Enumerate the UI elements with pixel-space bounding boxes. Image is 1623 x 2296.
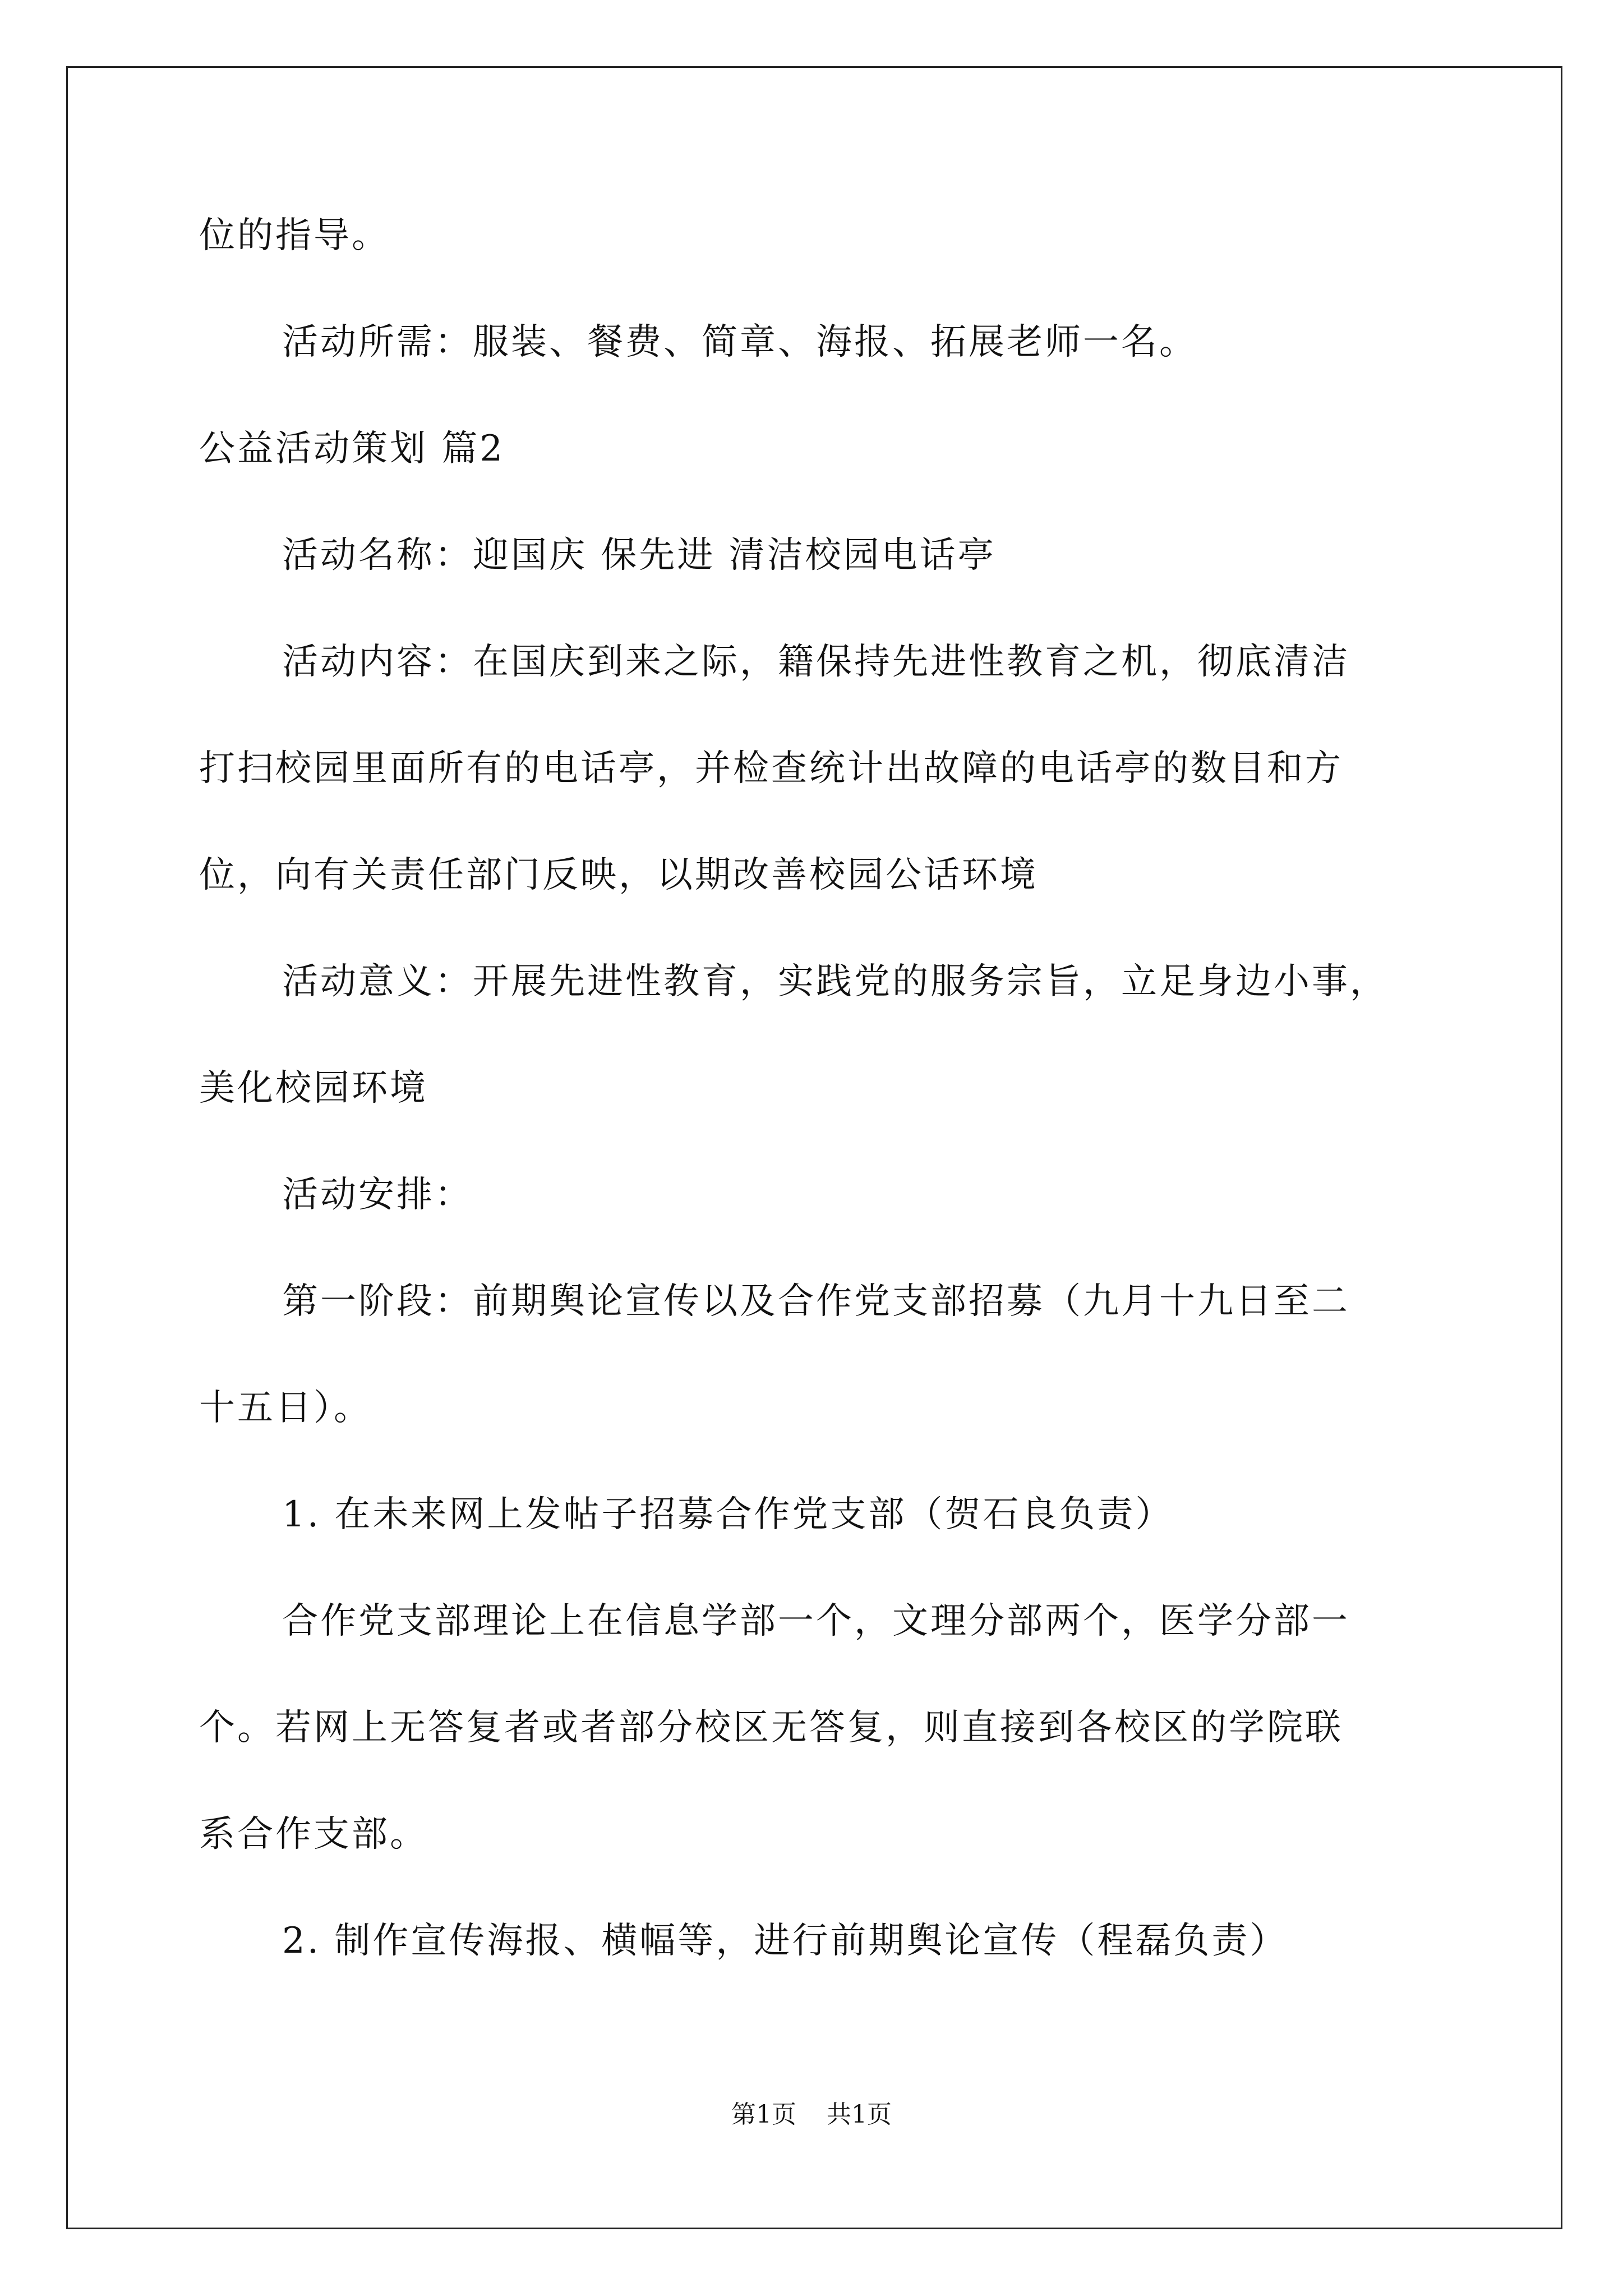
- text-line: 活动所需：服装、餐费、简章、海报、拓展老师一名。: [282, 321, 1197, 363]
- text-line: 美化校园环境: [199, 1068, 428, 1109]
- text-line: 活动意义：开展先进性教育，实践党的服务宗旨，立足身边小事，: [282, 961, 1388, 1002]
- page-footer: [0, 2101, 1623, 2129]
- text-line: 2. 制作宣传海报、横幅等，进行前期舆论宣传（程磊负责）: [282, 1920, 1288, 1962]
- text-line: 活动内容：在国庆到来之际，籍保持先进性教育之机，彻底清洁: [282, 641, 1350, 683]
- text-line: 第一阶段：前期舆论宣传以及合作党支部招募（九月十九日至二: [282, 1281, 1350, 1322]
- text-line: 合作党支部理论上在信息学部一个，文理分部两个，医学分部一: [282, 1600, 1350, 1642]
- text-line: 位，向有关责任部门反映，以期改善校园公话环境: [199, 854, 1038, 896]
- text-line: 个。若网上无答复者或者部分校区无答复，则直接到各校区的学院联: [199, 1707, 1343, 1749]
- section-heading: 公益活动策划 篇2: [199, 428, 505, 470]
- page-border: [66, 66, 1562, 2229]
- text-line: 位的指导。: [199, 215, 390, 256]
- text-line: 系合作支部。: [199, 1814, 428, 1855]
- text-line: 十五日）。: [199, 1387, 372, 1429]
- text-line: 打扫校园里面所有的电话亭，并检查统计出故障的电话亭的数目和方: [199, 748, 1343, 789]
- text-line: 活动安排：: [282, 1174, 473, 1216]
- page-number-current: 第1页: [731, 2100, 796, 2129]
- text-line: 1. 在未来网上发帖子招募合作党支部（贺石良负责）: [282, 1494, 1174, 1535]
- page-number-total: 共1页: [827, 2100, 892, 2129]
- text-line: 活动名称：迎国庆 保先进 清洁校园电话亭: [282, 535, 996, 576]
